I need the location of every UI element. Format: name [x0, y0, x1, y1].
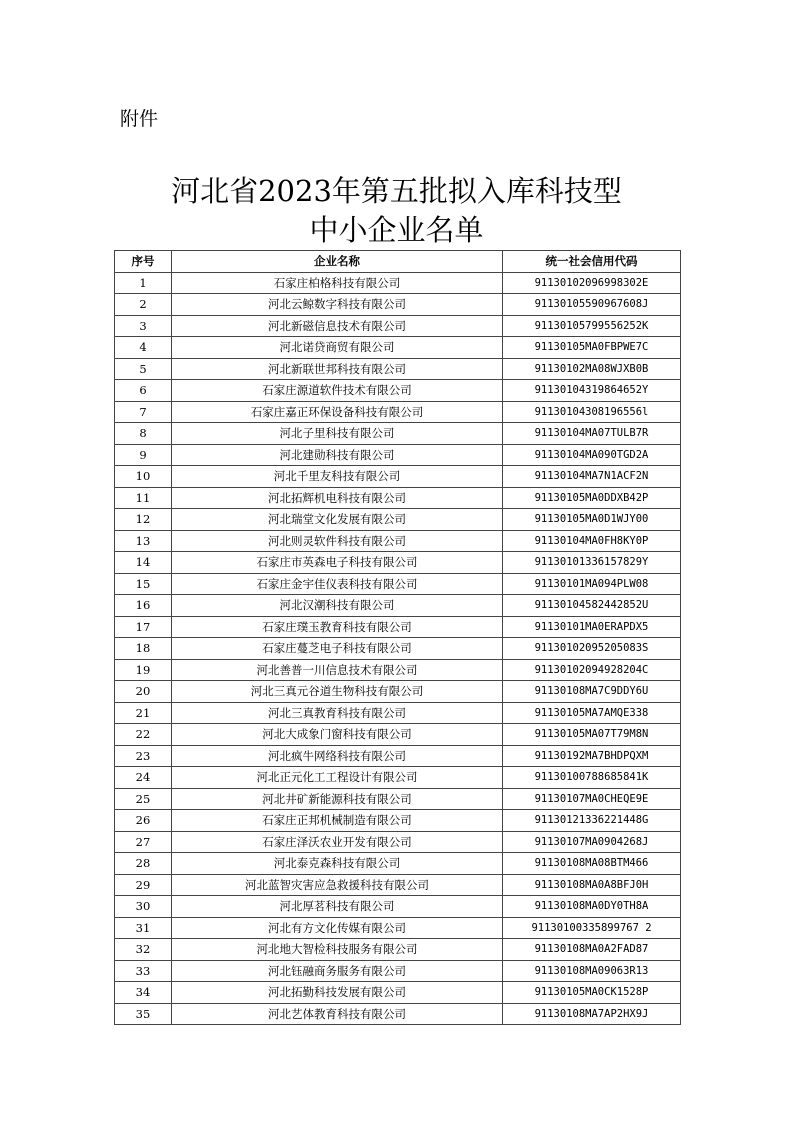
company-name: 石家庄正邦机械制造有限公司: [172, 810, 503, 832]
document-title-line-1: 河北省2023年第五批拟入库科技型: [171, 174, 622, 208]
credit-code: 91130104319864652Y: [503, 380, 681, 402]
row-index: 18: [115, 638, 172, 660]
company-name: 河北疯牛网络科技有限公司: [172, 745, 503, 767]
table-row: [115, 1003, 681, 1025]
company-name: 河北子里科技有限公司: [172, 423, 503, 445]
table-row: [115, 874, 681, 896]
table-row: [115, 401, 681, 423]
company-name: 河北汉潮科技有限公司: [172, 595, 503, 617]
table-row: [115, 358, 681, 380]
credit-code: 91130101MA094PLW08: [503, 573, 681, 595]
company-name: 河北拓辉机电科技有限公司: [172, 487, 503, 509]
table-row: [115, 831, 681, 853]
enterprise-table: [114, 250, 681, 1025]
credit-code: 91130108MA7AP2HX9J: [503, 1003, 681, 1025]
column-header-index: 序号: [115, 251, 172, 273]
credit-code: 91130101MA0ERAPDX5: [503, 616, 681, 638]
credit-code: 91130105MA7AMQE338: [503, 702, 681, 724]
table-row: [115, 853, 681, 875]
credit-code: 91130105MA0D1WJY00: [503, 509, 681, 531]
row-index: 10: [115, 466, 172, 488]
company-name: 河北蓝智灾害应急救援科技有限公司: [172, 874, 503, 896]
row-index: 26: [115, 810, 172, 832]
credit-code: 91130105799556252K: [503, 315, 681, 337]
row-index: 35: [115, 1003, 172, 1025]
company-name: 河北艺体教育科技有限公司: [172, 1003, 503, 1025]
table-row: [115, 509, 681, 531]
attachment-label: 附件: [120, 108, 159, 130]
credit-code: 91130101336157829Y: [503, 552, 681, 574]
table-row: [115, 638, 681, 660]
table-row: [115, 573, 681, 595]
company-name: 河北钰融商务服务有限公司: [172, 960, 503, 982]
row-index: 21: [115, 702, 172, 724]
row-index: 1: [115, 272, 172, 294]
row-index: 28: [115, 853, 172, 875]
credit-code: 91130107MA0904268J: [503, 831, 681, 853]
table-row: [115, 423, 681, 445]
table-header-row: [115, 251, 681, 273]
column-header-code: 统一社会信用代码: [503, 251, 681, 273]
company-name: 河北建勋科技有限公司: [172, 444, 503, 466]
company-name: 河北新磁信息技术有限公司: [172, 315, 503, 337]
table-row: [115, 960, 681, 982]
column-header-name: 企业名称: [172, 251, 503, 273]
credit-code: 91130104308196556l: [503, 401, 681, 423]
credit-code: 91130100335899767 2: [503, 917, 681, 939]
company-name: 河北新联世邦科技有限公司: [172, 358, 503, 380]
company-name: 石家庄源道软件技术有限公司: [172, 380, 503, 402]
table-row: [115, 294, 681, 316]
row-index: 12: [115, 509, 172, 531]
table-row: [115, 595, 681, 617]
credit-code: 91130102096998302E: [503, 272, 681, 294]
credit-code: 91130104MA0FH8KY0P: [503, 530, 681, 552]
credit-code: 91130108MA0A2FAD87: [503, 939, 681, 961]
row-index: 31: [115, 917, 172, 939]
row-index: 13: [115, 530, 172, 552]
company-name: 石家庄蔓芝电子科技有限公司: [172, 638, 503, 660]
company-name: 河北诺贷商贸有限公司: [172, 337, 503, 359]
company-name: 河北井矿新能源科技有限公司: [172, 788, 503, 810]
table-row: [115, 337, 681, 359]
row-index: 7: [115, 401, 172, 423]
row-index: 4: [115, 337, 172, 359]
company-name: 石家庄柏格科技有限公司: [172, 272, 503, 294]
table-row: [115, 788, 681, 810]
table-row: [115, 444, 681, 466]
company-name: 河北拓勤科技发展有限公司: [172, 982, 503, 1004]
credit-code: 91130104582442852U: [503, 595, 681, 617]
row-index: 5: [115, 358, 172, 380]
row-index: 23: [115, 745, 172, 767]
table-row: [115, 552, 681, 574]
company-name: 石家庄市英森电子科技有限公司: [172, 552, 503, 574]
company-name: 河北善普一川信息技术有限公司: [172, 659, 503, 681]
company-name: 河北有方文化传媒有限公司: [172, 917, 503, 939]
credit-code: 91130108MA0A8BFJ0H: [503, 874, 681, 896]
company-name: 石家庄嘉正环保设备科技有限公司: [172, 401, 503, 423]
credit-code: 91130107MA0CHEQE9E: [503, 788, 681, 810]
row-index: 29: [115, 874, 172, 896]
company-name: 河北千里友科技有限公司: [172, 466, 503, 488]
row-index: 8: [115, 423, 172, 445]
row-index: 16: [115, 595, 172, 617]
credit-code: 91130102094928204C: [503, 659, 681, 681]
table-row: [115, 487, 681, 509]
company-name: 河北云鲸数字科技有限公司: [172, 294, 503, 316]
credit-code: 91130100788685841K: [503, 767, 681, 789]
row-index: 32: [115, 939, 172, 961]
company-name: 石家庄璞玉教育科技有限公司: [172, 616, 503, 638]
table-row: [115, 745, 681, 767]
credit-code: 91130104MA07TULB7R: [503, 423, 681, 445]
table-row: [115, 315, 681, 337]
table-row: [115, 466, 681, 488]
table-row: [115, 724, 681, 746]
company-name: 石家庄泽沃农业开发有限公司: [172, 831, 503, 853]
credit-code: 91130105MA0CK1528P: [503, 982, 681, 1004]
company-name: 河北三真元谷道生物科技有限公司: [172, 681, 503, 703]
credit-code: 91130104MA090TGD2A: [503, 444, 681, 466]
company-name: 石家庄金宇佳仪表科技有限公司: [172, 573, 503, 595]
company-name: 河北厚茗科技有限公司: [172, 896, 503, 918]
row-index: 27: [115, 831, 172, 853]
table-row: [115, 659, 681, 681]
credit-code: 91130105590967608J: [503, 294, 681, 316]
row-index: 15: [115, 573, 172, 595]
company-name: 河北三真教育科技有限公司: [172, 702, 503, 724]
row-index: 19: [115, 659, 172, 681]
company-name: 河北泰克森科技有限公司: [172, 853, 503, 875]
row-index: 17: [115, 616, 172, 638]
credit-code: 91130108MA0DY0TH8A: [503, 896, 681, 918]
row-index: 24: [115, 767, 172, 789]
credit-code: 91130105MA0FBPWE7C: [503, 337, 681, 359]
table-row: [115, 917, 681, 939]
table-row: [115, 272, 681, 294]
credit-code: 91130108MA08BTM466: [503, 853, 681, 875]
table-row: [115, 982, 681, 1004]
table-row: [115, 380, 681, 402]
table-row: [115, 702, 681, 724]
credit-code: 91130105MA07T79M8N: [503, 724, 681, 746]
credit-code: 91130104MA7N1ACF2N: [503, 466, 681, 488]
credit-code: 91130102MA08WJXB0B: [503, 358, 681, 380]
row-index: 22: [115, 724, 172, 746]
table-row: [115, 616, 681, 638]
company-name: 河北大成象门窗科技有限公司: [172, 724, 503, 746]
row-index: 2: [115, 294, 172, 316]
credit-code: 91130108MA7C9DDY6U: [503, 681, 681, 703]
credit-code: 91130102095205083S: [503, 638, 681, 660]
table-row: [115, 939, 681, 961]
row-index: 3: [115, 315, 172, 337]
row-index: 14: [115, 552, 172, 574]
table-row: [115, 767, 681, 789]
row-index: 6: [115, 380, 172, 402]
row-index: 20: [115, 681, 172, 703]
row-index: 9: [115, 444, 172, 466]
table-row: [115, 530, 681, 552]
credit-code: 91130192MA7BHDPQXM: [503, 745, 681, 767]
credit-code: 91130108MA09063R13: [503, 960, 681, 982]
credit-code: 91130121336221448G: [503, 810, 681, 832]
row-index: 30: [115, 896, 172, 918]
table-row: [115, 810, 681, 832]
row-index: 25: [115, 788, 172, 810]
company-name: 河北则灵软件科技有限公司: [172, 530, 503, 552]
company-name: 河北地大智检科技服务有限公司: [172, 939, 503, 961]
table-row: [115, 681, 681, 703]
row-index: 33: [115, 960, 172, 982]
table-row: [115, 896, 681, 918]
row-index: 34: [115, 982, 172, 1004]
row-index: 11: [115, 487, 172, 509]
credit-code: 91130105MA0DDXB42P: [503, 487, 681, 509]
document-title-line-2: 中小企业名单: [309, 213, 484, 247]
company-name: 河北瑞堂文化发展有限公司: [172, 509, 503, 531]
company-name: 河北正元化工工程设计有限公司: [172, 767, 503, 789]
